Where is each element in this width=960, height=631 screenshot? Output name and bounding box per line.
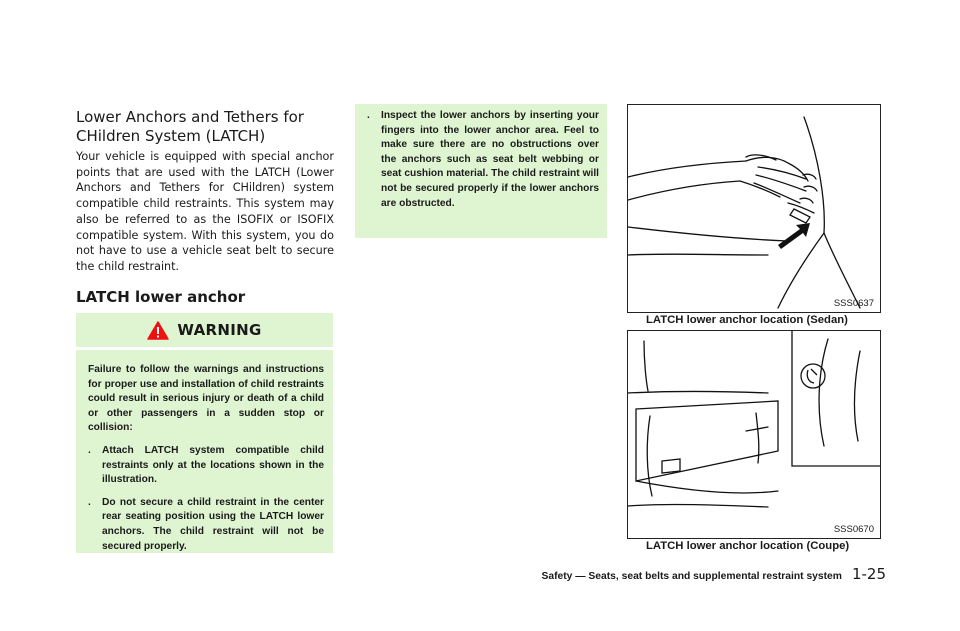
bullet: . — [88, 444, 91, 456]
note-item — [367, 109, 599, 211]
warning-triangle-icon — [147, 321, 169, 340]
section-heading: Lower Anchors and Tethers for CHildren System (LATCH) — [76, 108, 304, 145]
warning-box — [76, 313, 333, 553]
warning-text: Failure to follow the warnings and instructions for proper use and installation of child restraints could result in serious injury or death of a child or other passengers in a sudden stop or collision: — [88, 364, 324, 434]
intro-paragraph: Your vehicle is equipped with special anchor points that are used with the LATCH (Lower Anchors and Tethers for CHildren) system compatible child restraints. This system may also be referred to as the ISOFIX or ISOFIX compatible system. With this system, you do not have to use a vehicle seat belt to secure the child restraint. — [76, 150, 334, 273]
warning-item-text: Attach LATCH system compatible child restraints only at the locations shown in the illustration. — [102, 444, 324, 486]
warning-item — [88, 496, 324, 554]
figure-code: SSS0637 — [833, 298, 874, 309]
footer-section-title: Safety — Seats, seat belts and supplemental restraint system — [541, 571, 842, 582]
warning-title: WARNING — [177, 321, 262, 339]
warning-item — [88, 444, 324, 488]
figure-code: SSS0670 — [833, 524, 874, 535]
sedan-anchor-illustration — [628, 105, 880, 312]
warning-header — [76, 313, 333, 347]
bullet: . — [367, 110, 370, 121]
figure-caption-sedan: LATCH lower anchor location (Sedan) — [646, 314, 848, 326]
page-footer — [542, 565, 887, 583]
figure-sedan — [627, 104, 881, 313]
figure-caption-coupe: LATCH lower anchor location (Coupe) — [646, 540, 850, 552]
page-number: 1-25 — [851, 565, 886, 583]
warning-body — [88, 363, 324, 562]
coupe-anchor-illustration — [628, 331, 880, 538]
warning-item-text: Do not secure a child restraint in the center rear seating position using the LATCH lower anchors. The child restraint will not be secured properly. — [102, 496, 324, 552]
figure-coupe — [627, 330, 881, 539]
subsection-heading: LATCH lower anchor — [76, 288, 246, 306]
warning-divider — [76, 347, 333, 350]
note-box — [355, 104, 607, 238]
note-item-text: Inspect the lower anchors by inserting your fingers into the lower anchor area. Feel to make sure there are no obstructions over the anchors such as seat belt webbing or seat cushion material. The child restraint will not be secured properly if the lower anchors are obstructed. — [381, 110, 599, 209]
bullet: . — [88, 496, 91, 508]
